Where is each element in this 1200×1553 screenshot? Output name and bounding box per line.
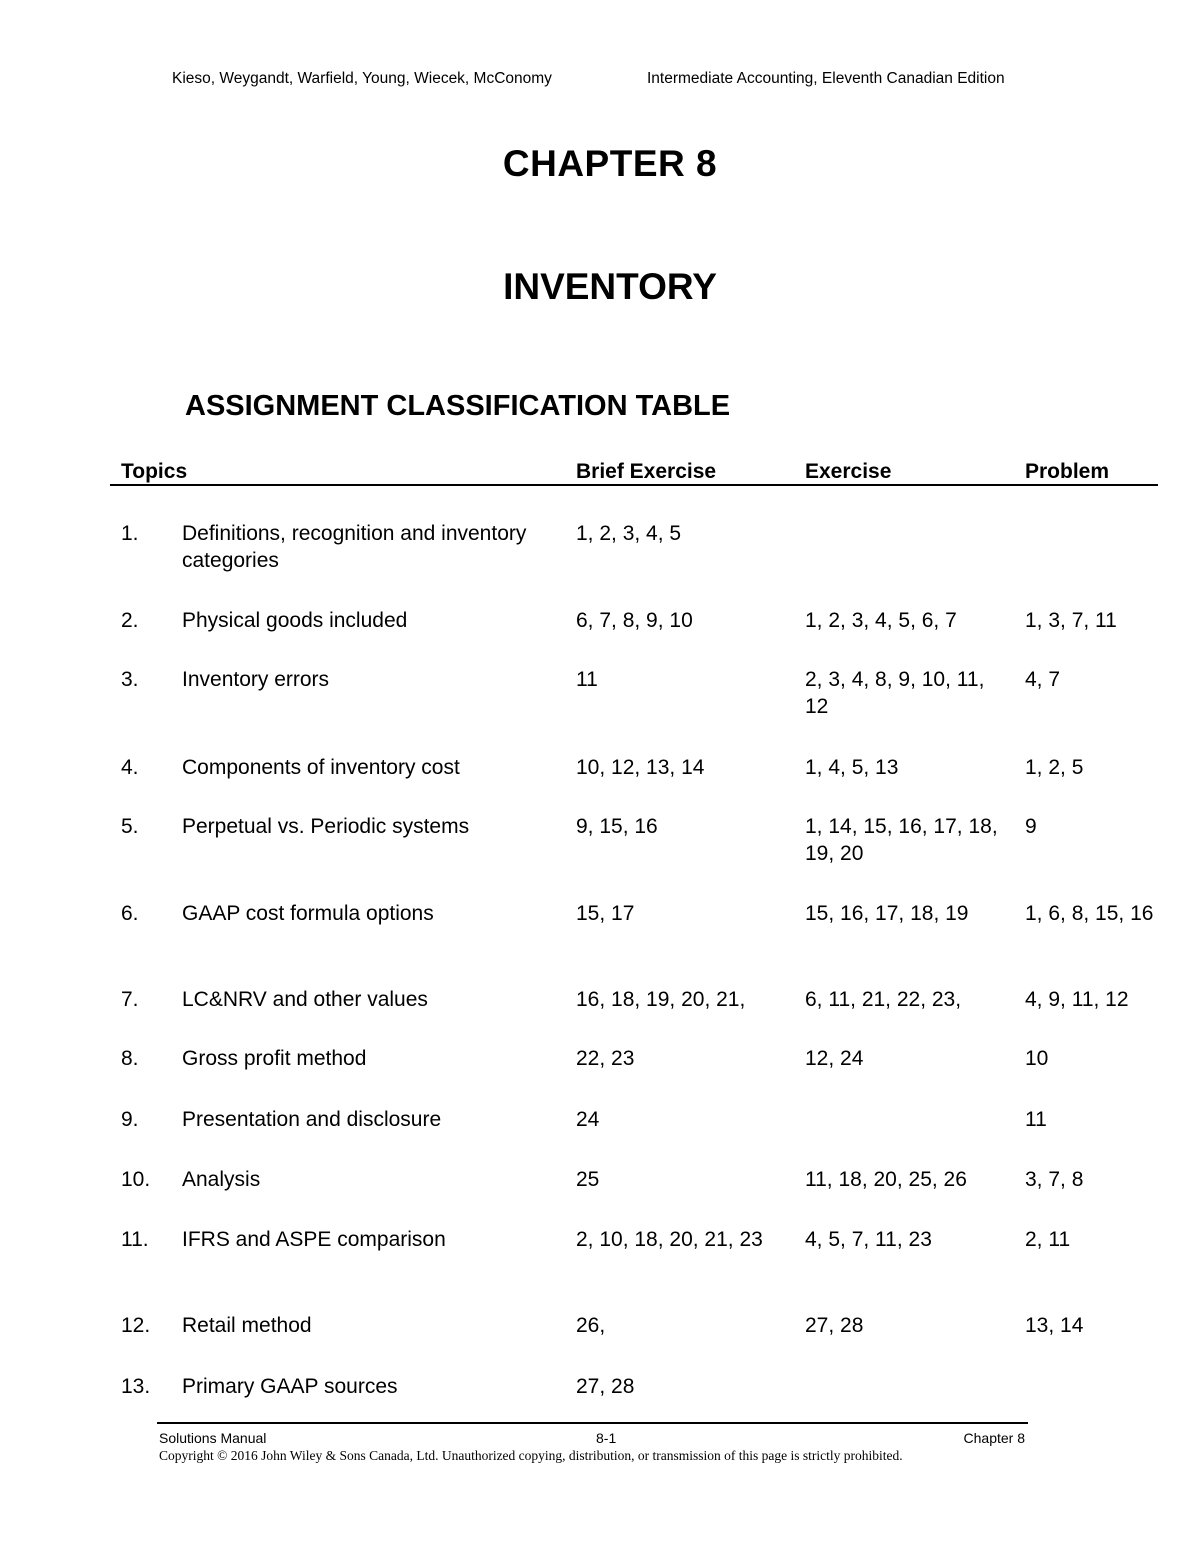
header-authors: Kieso, Weygandt, Warfield, Young, Wiecek, McConomy (172, 70, 552, 87)
row-problem: 2, 11 (1025, 1228, 1071, 1251)
row-exercise: 1, 2, 3, 4, 5, 6, 7 (805, 609, 957, 632)
row-problem: 1, 6, 8, 15, 16 (1025, 902, 1154, 925)
row-topic: Analysis (182, 1168, 261, 1191)
row-number: 13. (121, 1375, 151, 1398)
row-problem: 10 (1025, 1047, 1049, 1070)
footer-divider (157, 1422, 1028, 1424)
row-brief-exercise: 16, 18, 19, 20, 21, (576, 988, 746, 1011)
footer-page-number: 8-1 (596, 1430, 617, 1446)
row-problem: 1, 3, 7, 11 (1025, 609, 1117, 632)
row-number: 5. (121, 815, 139, 838)
row-number: 2. (121, 609, 139, 632)
row-brief-exercise: 22, 23 (576, 1047, 635, 1070)
row-exercise: 27, 28 (805, 1314, 864, 1337)
row-topic: Perpetual vs. Periodic systems (182, 815, 470, 838)
row-brief-exercise: 11 (576, 668, 598, 691)
row-number: 8. (121, 1047, 139, 1070)
column-header-problem: Problem (1025, 460, 1110, 483)
row-topic: Retail method (182, 1314, 312, 1337)
row-problem: 3, 7, 8 (1025, 1168, 1084, 1191)
row-exercise: 12, 24 (805, 1047, 864, 1070)
row-topic: Gross profit method (182, 1047, 367, 1070)
row-brief-exercise: 15, 17 (576, 902, 635, 925)
row-problem: 4, 9, 11, 12 (1025, 988, 1129, 1011)
row-problem: 11 (1025, 1108, 1047, 1131)
row-exercise: 2, 3, 4, 8, 9, 10, 11, 12 (805, 668, 985, 718)
row-number: 7. (121, 988, 139, 1011)
row-topic: Inventory errors (182, 668, 330, 691)
row-exercise: 1, 14, 15, 16, 17, 18, 19, 20 (805, 815, 998, 865)
row-exercise: 6, 11, 21, 22, 23, (805, 988, 962, 1011)
row-number: 3. (121, 668, 139, 691)
chapter-title: CHAPTER 8 (502, 143, 718, 184)
row-topic: Primary GAAP sources (182, 1375, 398, 1398)
row-number: 11. (121, 1228, 149, 1251)
row-brief-exercise: 24 (576, 1108, 600, 1131)
header-divider (110, 484, 1158, 486)
row-topic: IFRS and ASPE comparison (182, 1228, 446, 1251)
row-problem: 9 (1025, 815, 1037, 838)
row-brief-exercise: 1, 2, 3, 4, 5 (576, 522, 682, 545)
row-brief-exercise: 9, 15, 16 (576, 815, 658, 838)
header-book-title: Intermediate Accounting, Eleventh Canadian Edition (647, 70, 1005, 87)
row-exercise: 15, 16, 17, 18, 19 (805, 902, 969, 925)
row-topic: Definitions, recognition and inventory categories (182, 522, 527, 572)
row-exercise: 1, 4, 5, 13 (805, 756, 899, 779)
footer-manual-name: Solutions Manual (159, 1430, 267, 1446)
row-brief-exercise: 6, 7, 8, 9, 10 (576, 609, 693, 632)
row-number: 6. (121, 902, 139, 925)
row-brief-exercise: 10, 12, 13, 14 (576, 756, 705, 779)
footer-chapter: Chapter 8 (963, 1430, 1025, 1446)
section-title: INVENTORY (503, 266, 717, 307)
row-brief-exercise: 25 (576, 1168, 600, 1191)
row-problem: 1, 2, 5 (1025, 756, 1084, 779)
row-problem: 4, 7 (1025, 668, 1061, 691)
row-exercise: 4, 5, 7, 11, 23 (805, 1228, 932, 1251)
row-problem: 13, 14 (1025, 1314, 1084, 1337)
row-brief-exercise: 2, 10, 18, 20, 21, 23 (576, 1228, 763, 1251)
row-number: 1. (121, 522, 139, 545)
column-header-exercise: Exercise (805, 460, 892, 483)
row-number: 10. (121, 1168, 151, 1191)
table-title: ASSIGNMENT CLASSIFICATION TABLE (185, 390, 731, 422)
column-header-topics: Topics (121, 460, 188, 483)
row-number: 4. (121, 756, 139, 779)
column-header-brief-exercise: Brief Exercise (576, 460, 717, 483)
row-topic: GAAP cost formula options (182, 902, 434, 925)
row-brief-exercise: 27, 28 (576, 1375, 635, 1398)
copyright-notice: Copyright © 2016 John Wiley & Sons Canada, Ltd. Unauthorized copying, distribution, or transmission of this page is strictly prohibited. (159, 1448, 903, 1463)
row-topic: Physical goods included (182, 609, 408, 632)
row-number: 12. (121, 1314, 151, 1337)
row-topic: Components of inventory cost (182, 756, 460, 779)
row-exercise: 11, 18, 20, 25, 26 (805, 1168, 967, 1191)
row-brief-exercise: 26, (576, 1314, 606, 1337)
row-topic: LC&NRV and other values (182, 988, 428, 1011)
row-number: 9. (121, 1108, 139, 1131)
row-topic: Presentation and disclosure (182, 1108, 442, 1131)
